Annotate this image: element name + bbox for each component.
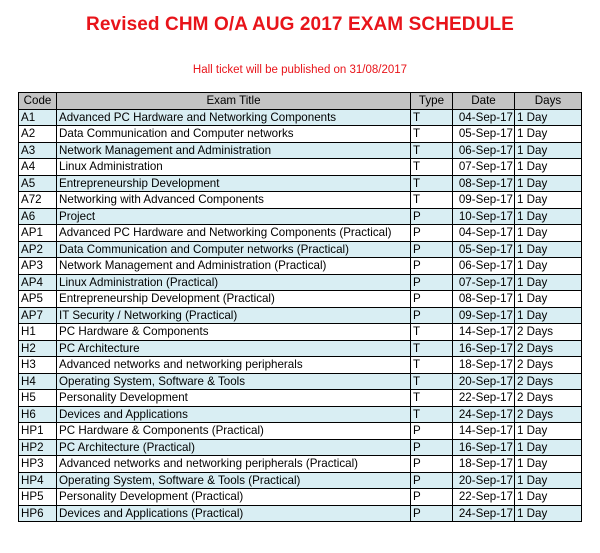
cell-code: H1	[19, 324, 57, 341]
cell-code: AP2	[19, 241, 57, 258]
cell-type: T	[411, 324, 453, 341]
cell-code: A2	[19, 126, 57, 143]
cell-days: 1 Day	[515, 142, 582, 159]
cell-days: 1 Day	[515, 423, 582, 440]
cell-days: 1 Day	[515, 175, 582, 192]
cell-exam-title: Advanced networks and networking peripherals	[57, 357, 411, 374]
cell-code: A4	[19, 159, 57, 176]
cell-date: 06-Sep-17	[453, 258, 515, 275]
cell-code: HP2	[19, 439, 57, 456]
cell-type: T	[411, 175, 453, 192]
table-row	[19, 208, 582, 225]
cell-date: 04-Sep-17	[453, 225, 515, 242]
cell-date: 16-Sep-17	[453, 439, 515, 456]
table-header-row	[19, 93, 582, 110]
cell-type: P	[411, 291, 453, 308]
cell-days: 2 Days	[515, 390, 582, 407]
column-header-type: Type	[411, 93, 453, 110]
cell-exam-title: Personality Development	[57, 390, 411, 407]
table-row	[19, 324, 582, 341]
cell-days: 1 Day	[515, 291, 582, 308]
cell-days: 2 Days	[515, 340, 582, 357]
cell-date: 07-Sep-17	[453, 159, 515, 176]
cell-code: AP5	[19, 291, 57, 308]
cell-code: A5	[19, 175, 57, 192]
cell-date: 18-Sep-17	[453, 456, 515, 473]
cell-type: T	[411, 357, 453, 374]
cell-type: T	[411, 192, 453, 209]
cell-days: 1 Day	[515, 225, 582, 242]
table-row	[19, 175, 582, 192]
cell-type: P	[411, 274, 453, 291]
cell-code: AP1	[19, 225, 57, 242]
cell-exam-title: Advanced networks and networking peripherals (Practical)	[57, 456, 411, 473]
cell-exam-title: PC Architecture	[57, 340, 411, 357]
column-header-date: Date	[453, 93, 515, 110]
cell-code: HP4	[19, 472, 57, 489]
cell-exam-title: PC Hardware & Components	[57, 324, 411, 341]
cell-code: H6	[19, 406, 57, 423]
page-title: Revised CHM O/A AUG 2017 EXAM SCHEDULE	[86, 14, 514, 35]
cell-type: T	[411, 373, 453, 390]
cell-type: T	[411, 390, 453, 407]
cell-date: 10-Sep-17	[453, 208, 515, 225]
cell-exam-title: PC Architecture (Practical)	[57, 439, 411, 456]
cell-code: HP1	[19, 423, 57, 440]
cell-days: 1 Day	[515, 472, 582, 489]
exam-schedule-table	[18, 92, 582, 522]
cell-days: 2 Days	[515, 406, 582, 423]
cell-type: P	[411, 439, 453, 456]
cell-exam-title: Network Management and Administration	[57, 142, 411, 159]
cell-exam-title: Data Communication and Computer networks	[57, 126, 411, 143]
cell-type: P	[411, 456, 453, 473]
cell-exam-title: Advanced PC Hardware and Networking Components	[57, 109, 411, 126]
cell-date: 05-Sep-17	[453, 241, 515, 258]
cell-code: AP4	[19, 274, 57, 291]
cell-code: AP3	[19, 258, 57, 275]
cell-type: P	[411, 241, 453, 258]
cell-code: A72	[19, 192, 57, 209]
cell-date: 20-Sep-17	[453, 472, 515, 489]
cell-date: 14-Sep-17	[453, 324, 515, 341]
cell-date: 06-Sep-17	[453, 142, 515, 159]
column-header-code: Code	[19, 93, 57, 110]
cell-days: 1 Day	[515, 274, 582, 291]
cell-days: 1 Day	[515, 489, 582, 506]
table-row	[19, 241, 582, 258]
cell-date: 09-Sep-17	[453, 307, 515, 324]
hall-ticket-notice: Hall ticket will be published on 31/08/2017	[192, 64, 408, 76]
cell-days: 1 Day	[515, 126, 582, 143]
cell-date: 18-Sep-17	[453, 357, 515, 374]
column-header-days: Days	[515, 93, 582, 110]
cell-days: 1 Day	[515, 258, 582, 275]
cell-date: 22-Sep-17	[453, 390, 515, 407]
table-row	[19, 258, 582, 275]
cell-exam-title: Advanced PC Hardware and Networking Components (Practical)	[57, 225, 411, 242]
cell-date: 14-Sep-17	[453, 423, 515, 440]
cell-type: T	[411, 159, 453, 176]
cell-type: P	[411, 505, 453, 522]
cell-code: HP6	[19, 505, 57, 522]
cell-exam-title: Linux Administration	[57, 159, 411, 176]
table-row	[19, 373, 582, 390]
cell-date: 24-Sep-17	[453, 406, 515, 423]
cell-days: 2 Days	[515, 324, 582, 341]
column-header-exam-title: Exam Title	[57, 93, 411, 110]
cell-date: 04-Sep-17	[453, 109, 515, 126]
cell-days: 1 Day	[515, 456, 582, 473]
cell-exam-title: IT Security / Networking (Practical)	[57, 307, 411, 324]
cell-days: 1 Day	[515, 241, 582, 258]
table-row	[19, 390, 582, 407]
table-row	[19, 489, 582, 506]
cell-days: 1 Day	[515, 159, 582, 176]
cell-days: 2 Days	[515, 373, 582, 390]
cell-exam-title: Operating System, Software & Tools	[57, 373, 411, 390]
cell-code: A6	[19, 208, 57, 225]
cell-code: A3	[19, 142, 57, 159]
cell-type: T	[411, 406, 453, 423]
cell-date: 09-Sep-17	[453, 192, 515, 209]
cell-code: A1	[19, 109, 57, 126]
table-row	[19, 406, 582, 423]
cell-code: AP7	[19, 307, 57, 324]
cell-days: 1 Day	[515, 505, 582, 522]
table-row	[19, 505, 582, 522]
cell-date: 24-Sep-17	[453, 505, 515, 522]
cell-date: 08-Sep-17	[453, 291, 515, 308]
cell-exam-title: Network Management and Administration (Practical)	[57, 258, 411, 275]
cell-code: H4	[19, 373, 57, 390]
cell-date: 22-Sep-17	[453, 489, 515, 506]
table-body	[19, 109, 582, 522]
cell-days: 1 Day	[515, 439, 582, 456]
cell-exam-title: Devices and Applications	[57, 406, 411, 423]
cell-exam-title: Entrepreneurship Development	[57, 175, 411, 192]
cell-date: 20-Sep-17	[453, 373, 515, 390]
table-row	[19, 439, 582, 456]
cell-type: P	[411, 307, 453, 324]
cell-type: T	[411, 142, 453, 159]
cell-exam-title: Personality Development (Practical)	[57, 489, 411, 506]
cell-exam-title: Devices and Applications (Practical)	[57, 505, 411, 522]
cell-days: 1 Day	[515, 109, 582, 126]
cell-type: P	[411, 225, 453, 242]
table-row	[19, 423, 582, 440]
table-row	[19, 109, 582, 126]
cell-type: T	[411, 126, 453, 143]
cell-code: H5	[19, 390, 57, 407]
table-row	[19, 225, 582, 242]
table-row	[19, 159, 582, 176]
cell-exam-title: Networking with Advanced Components	[57, 192, 411, 209]
cell-type: P	[411, 489, 453, 506]
table-row	[19, 472, 582, 489]
cell-type: P	[411, 423, 453, 440]
cell-days: 1 Day	[515, 208, 582, 225]
cell-date: 07-Sep-17	[453, 274, 515, 291]
cell-days: 2 Days	[515, 357, 582, 374]
cell-date: 16-Sep-17	[453, 340, 515, 357]
table-row	[19, 142, 582, 159]
cell-exam-title: Entrepreneurship Development (Practical)	[57, 291, 411, 308]
cell-type: T	[411, 109, 453, 126]
cell-type: P	[411, 208, 453, 225]
cell-days: 1 Day	[515, 307, 582, 324]
cell-code: H3	[19, 357, 57, 374]
cell-type: P	[411, 472, 453, 489]
cell-exam-title: Operating System, Software & Tools (Practical)	[57, 472, 411, 489]
cell-code: HP5	[19, 489, 57, 506]
table-row	[19, 456, 582, 473]
cell-exam-title: PC Hardware & Components (Practical)	[57, 423, 411, 440]
table-row	[19, 274, 582, 291]
cell-exam-title: Project	[57, 208, 411, 225]
cell-code: HP3	[19, 456, 57, 473]
table-row	[19, 192, 582, 209]
table-row	[19, 307, 582, 324]
table-row	[19, 357, 582, 374]
cell-code: H2	[19, 340, 57, 357]
cell-type: T	[411, 340, 453, 357]
cell-exam-title: Data Communication and Computer networks (Practical)	[57, 241, 411, 258]
cell-date: 05-Sep-17	[453, 126, 515, 143]
cell-exam-title: Linux Administration (Practical)	[57, 274, 411, 291]
table-row	[19, 291, 582, 308]
cell-date: 08-Sep-17	[453, 175, 515, 192]
table-row	[19, 340, 582, 357]
cell-type: P	[411, 258, 453, 275]
table-row	[19, 126, 582, 143]
cell-days: 1 Day	[515, 192, 582, 209]
